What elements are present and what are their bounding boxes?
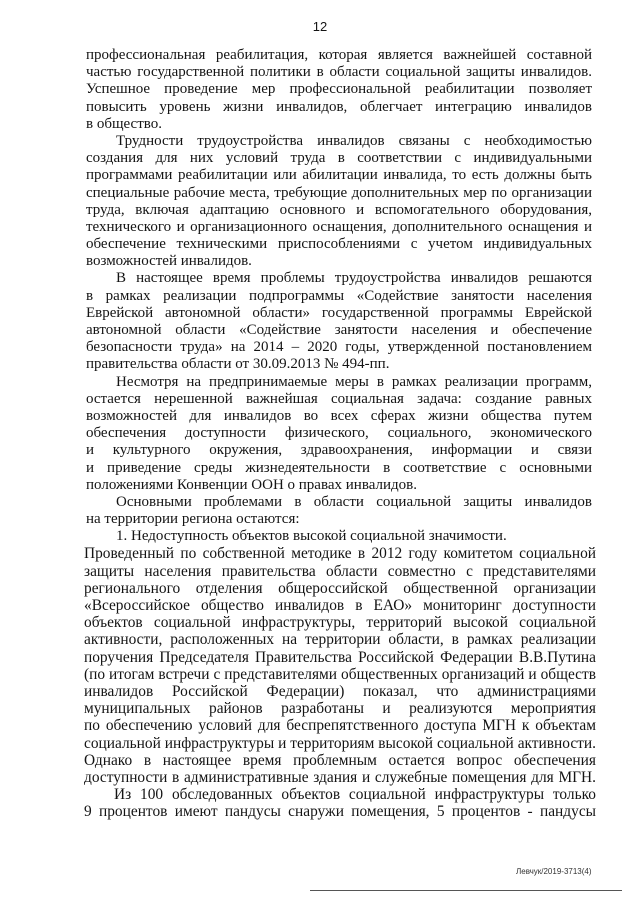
text-line: и приведение среды жизнедеятельности в соответствие с основными (86, 459, 592, 476)
text-line: обеспечения доступности физического, социального, экономического (86, 425, 592, 442)
text-line: на территории региона остаются: (86, 511, 300, 528)
text-line: специальные рабочие места, требующие дополнительных мер по организации (86, 184, 592, 201)
text-line: безопасности труда» на 2014 – 2020 годы, утвержденной постановлением (86, 339, 592, 356)
text-line: обеспечение техническими приспособлениями с учетом индивидуальных (86, 236, 592, 253)
text-line: В настоящее время проблемы трудоустройства инвалидов решаются (116, 270, 592, 287)
text-line: в рамках реализации подпрограммы «Содействие занятости населения (86, 287, 592, 304)
footer-rule (310, 890, 622, 891)
text-line: поручения Председателя Правительства Российской Федерации В.В.Путина (84, 648, 596, 666)
text-line: по обеспечению условий для беспрепятственного доступа МГН к объектам (84, 717, 596, 735)
text-line: (по итогам встречи с представителями общественных организаций и обществ (84, 665, 596, 683)
text-line: активности, расположенных на территории области, в рамках реализации (84, 631, 596, 649)
text-line: правительства области от 30.09.2013 № 494-пп. (86, 356, 390, 373)
text-line: муниципальных районов разработаны и реализуются мероприятия (84, 700, 596, 718)
text-line: и культурного окружения, здравоохранения, информации и связи (86, 442, 592, 459)
text-line: программами реабилитации или абилитации инвалида, то есть должны быть (86, 167, 592, 184)
text-line: частью государственной политики в области социальной защиты инвалидов. (86, 64, 592, 81)
text-line: остается нерешенной важнейшая социальная задача: создание равных (86, 390, 592, 407)
text-line: Из 100 обследованных объектов социальной инфраструктуры только (114, 786, 596, 804)
text-line: профессиональная реабилитация, которая является важнейшей составной (86, 47, 592, 63)
text-line: возможностей для инвалидов во всех сферах жизни общества путем (86, 407, 592, 424)
text-line: автономной области «Содействие занятости населения и обеспечение (86, 322, 592, 338)
text-line: регионального отделения общероссийской общественной организации (84, 579, 596, 597)
text-line: труда, включая адаптацию основного и вспомогательного оборудования, (86, 201, 592, 218)
text-line: создания для них условий труда в соответствии с индивидуальными (86, 150, 592, 167)
text-line: защиты населения правительства области совместно с представителями (84, 562, 596, 580)
page-number: 12 (312, 19, 328, 34)
text-line: доступности в административные здания и служебные помещения для МГН. (84, 768, 596, 786)
text-line: технического и организационного оснащения, дополнительного оснащения и (86, 218, 592, 235)
text-line: повысить уровень жизни инвалидов, облегчает интеграцию инвалидов (86, 98, 592, 115)
text-line: 9 процентов имеют пандусы снаружи помещения, 5 процентов - пандусы (84, 803, 596, 821)
text-line: инвалидов Российской Федерации) показал, что администрациями (84, 682, 596, 700)
text-line: в общество. (86, 115, 162, 132)
text-line: Успешное проведение мер профессиональной реабилитации позволяет (86, 81, 592, 98)
text-line: положениями Конвенции ООН о правах инвалидов. (86, 476, 417, 493)
text-line: Несмотря на предпринимаемые меры в рамках реализации программ, (116, 373, 592, 390)
text-line: Трудности трудоустройства инвалидов связаны с необходимостью (116, 132, 592, 149)
text-line: «Всероссийское общество инвалидов в ЕАО» мониторинг доступности (84, 597, 596, 614)
document-body (84, 47, 596, 821)
text-line: Однако в настоящее время проблемным остается вопрос обеспечения (84, 751, 596, 769)
footer-reference: Левчук/2019-3713(4) (516, 867, 592, 876)
text-line: социальной инфраструктуры и территориям высокой социальной активности. (84, 734, 596, 752)
text-line: Проведенный по собственной методике в 2012 году комитетом социальной (84, 545, 596, 563)
text-line: возможностей инвалидов. (86, 253, 252, 270)
text-line: 1. Недоступность объектов высокой социальной значимости. (116, 528, 507, 545)
text-line: Еврейской автономной области» государственной программы Еврейской (86, 304, 592, 321)
text-line: объектов социальной инфраструктуры, территорий высокой социальной (84, 614, 596, 632)
text-line: Основными проблемами в области социальной защиты инвалидов (116, 493, 592, 510)
